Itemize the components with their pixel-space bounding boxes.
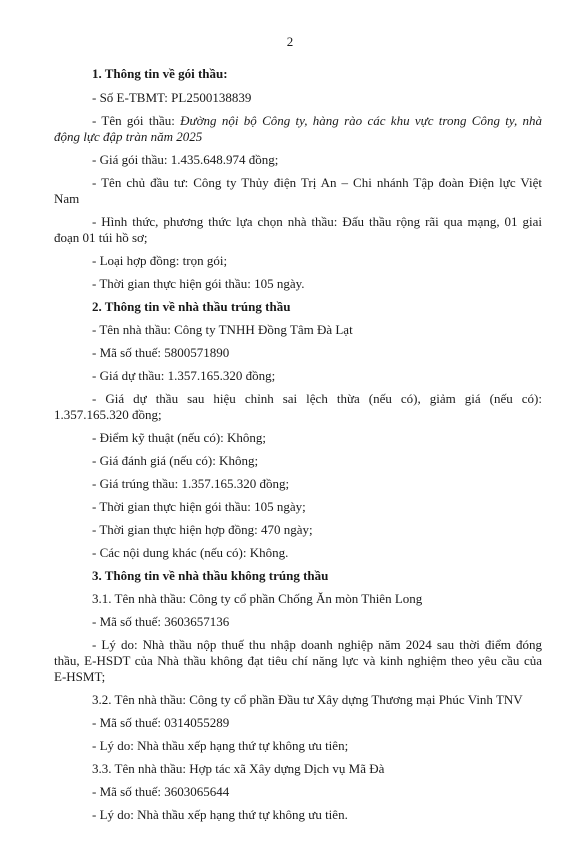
adjusted-price-line1: - Giá dự thầu sau hiệu chỉnh sai lệch thừa (nếu có), giảm giá (nếu có): [92, 391, 542, 406]
loser1-reason-line2: thầu, E-HSDT của Nhà thầu không đạt tiêu chí năng lực và kinh nghiệm theo yêu cầu của [54, 653, 542, 668]
package-duration-2: - Thời gian thực hiện gói thầu: 105 ngày; [92, 499, 306, 514]
bid-price: - Giá dự thầu: 1.357.165.320 đồng; [92, 368, 276, 383]
selection-method-line1: - Hình thức, phương thức lựa chọn nhà thầu: Đấu thầu rộng rãi qua mạng, 01 giai [92, 214, 542, 229]
package-duration: - Thời gian thực hiện gói thầu: 105 ngày. [92, 276, 305, 291]
tbmt-number: - Số E-TBMT: PL2500138839 [92, 90, 252, 105]
loser3-tax-code: - Mã số thuế: 3603065644 [92, 784, 230, 799]
evaluation-price: - Giá đánh giá (nếu có): Không; [92, 453, 259, 468]
winner-name: - Tên nhà thầu: Công ty TNHH Đồng Tâm Đà Lạt [92, 322, 353, 337]
loser3-name: 3.3. Tên nhà thầu: Hợp tác xã Xây dựng Dịch vụ Mã Đà [92, 761, 385, 776]
investor-line1: - Tên chủ đầu tư: Công ty Thủy điện Trị An – Chi nhánh Tập đoàn Điện lực Việt [92, 175, 542, 190]
loser1-name: 3.1. Tên nhà thầu: Công ty cổ phần Chống Ăn mòn Thiên Long [92, 591, 423, 606]
winning-price: - Giá trúng thầu: 1.357.165.320 đồng; [92, 476, 290, 491]
package-name-value: Đường nội bộ Công ty, hàng rào các khu vực trong Công ty, nhà [180, 113, 542, 128]
loser1-reason-line1: - Lý do: Nhà thầu nộp thuế thu nhập doanh nghiệp năm 2024 sau thời điểm đóng [92, 637, 542, 652]
winner-tax-code: - Mã số thuế: 5800571890 [92, 345, 230, 360]
adjusted-price-line2: 1.357.165.320 đồng; [54, 407, 162, 422]
loser2-tax-code: - Mã số thuế: 0314055289 [92, 715, 230, 730]
page-number: 2 [286, 34, 294, 49]
technical-score: - Điểm kỹ thuật (nếu có): Không; [92, 430, 267, 445]
package-name-line2: động lực đập tràn năm 2025 [54, 129, 203, 144]
loser1-tax-code: - Mã số thuế: 3603657136 [92, 614, 230, 629]
section1-heading: 1. Thông tin về gói thầu: [92, 66, 228, 81]
selection-method-line2: đoạn 01 túi hồ sơ; [54, 230, 148, 245]
contract-type: - Loại hợp đồng: trọn gói; [92, 253, 228, 268]
other-content: - Các nội dung khác (nếu có): Không. [92, 545, 289, 560]
package-name-label: - Tên gói thầu: [92, 113, 181, 128]
package-price: - Giá gói thầu: 1.435.648.974 đồng; [92, 152, 279, 167]
package-name-line1 [92, 113, 542, 129]
loser1-reason-line3: E-HSMT; [54, 669, 106, 684]
investor-line2: Nam [54, 191, 80, 206]
loser2-name: 3.2. Tên nhà thầu: Công ty cổ phần Đầu tư Xây dựng Thương mại Phúc Vinh TNV [92, 692, 523, 707]
contract-duration: - Thời gian thực hiện hợp đồng: 470 ngày; [92, 522, 313, 537]
section3-heading: 3. Thông tin về nhà thầu không trúng thầu [92, 568, 329, 583]
loser3-reason: - Lý do: Nhà thầu xếp hạng thứ tự không ưu tiên. [92, 807, 348, 822]
section2-heading: 2. Thông tin về nhà thầu trúng thầu [92, 299, 291, 314]
loser2-reason: - Lý do: Nhà thầu xếp hạng thứ tự không ưu tiên; [92, 738, 349, 753]
